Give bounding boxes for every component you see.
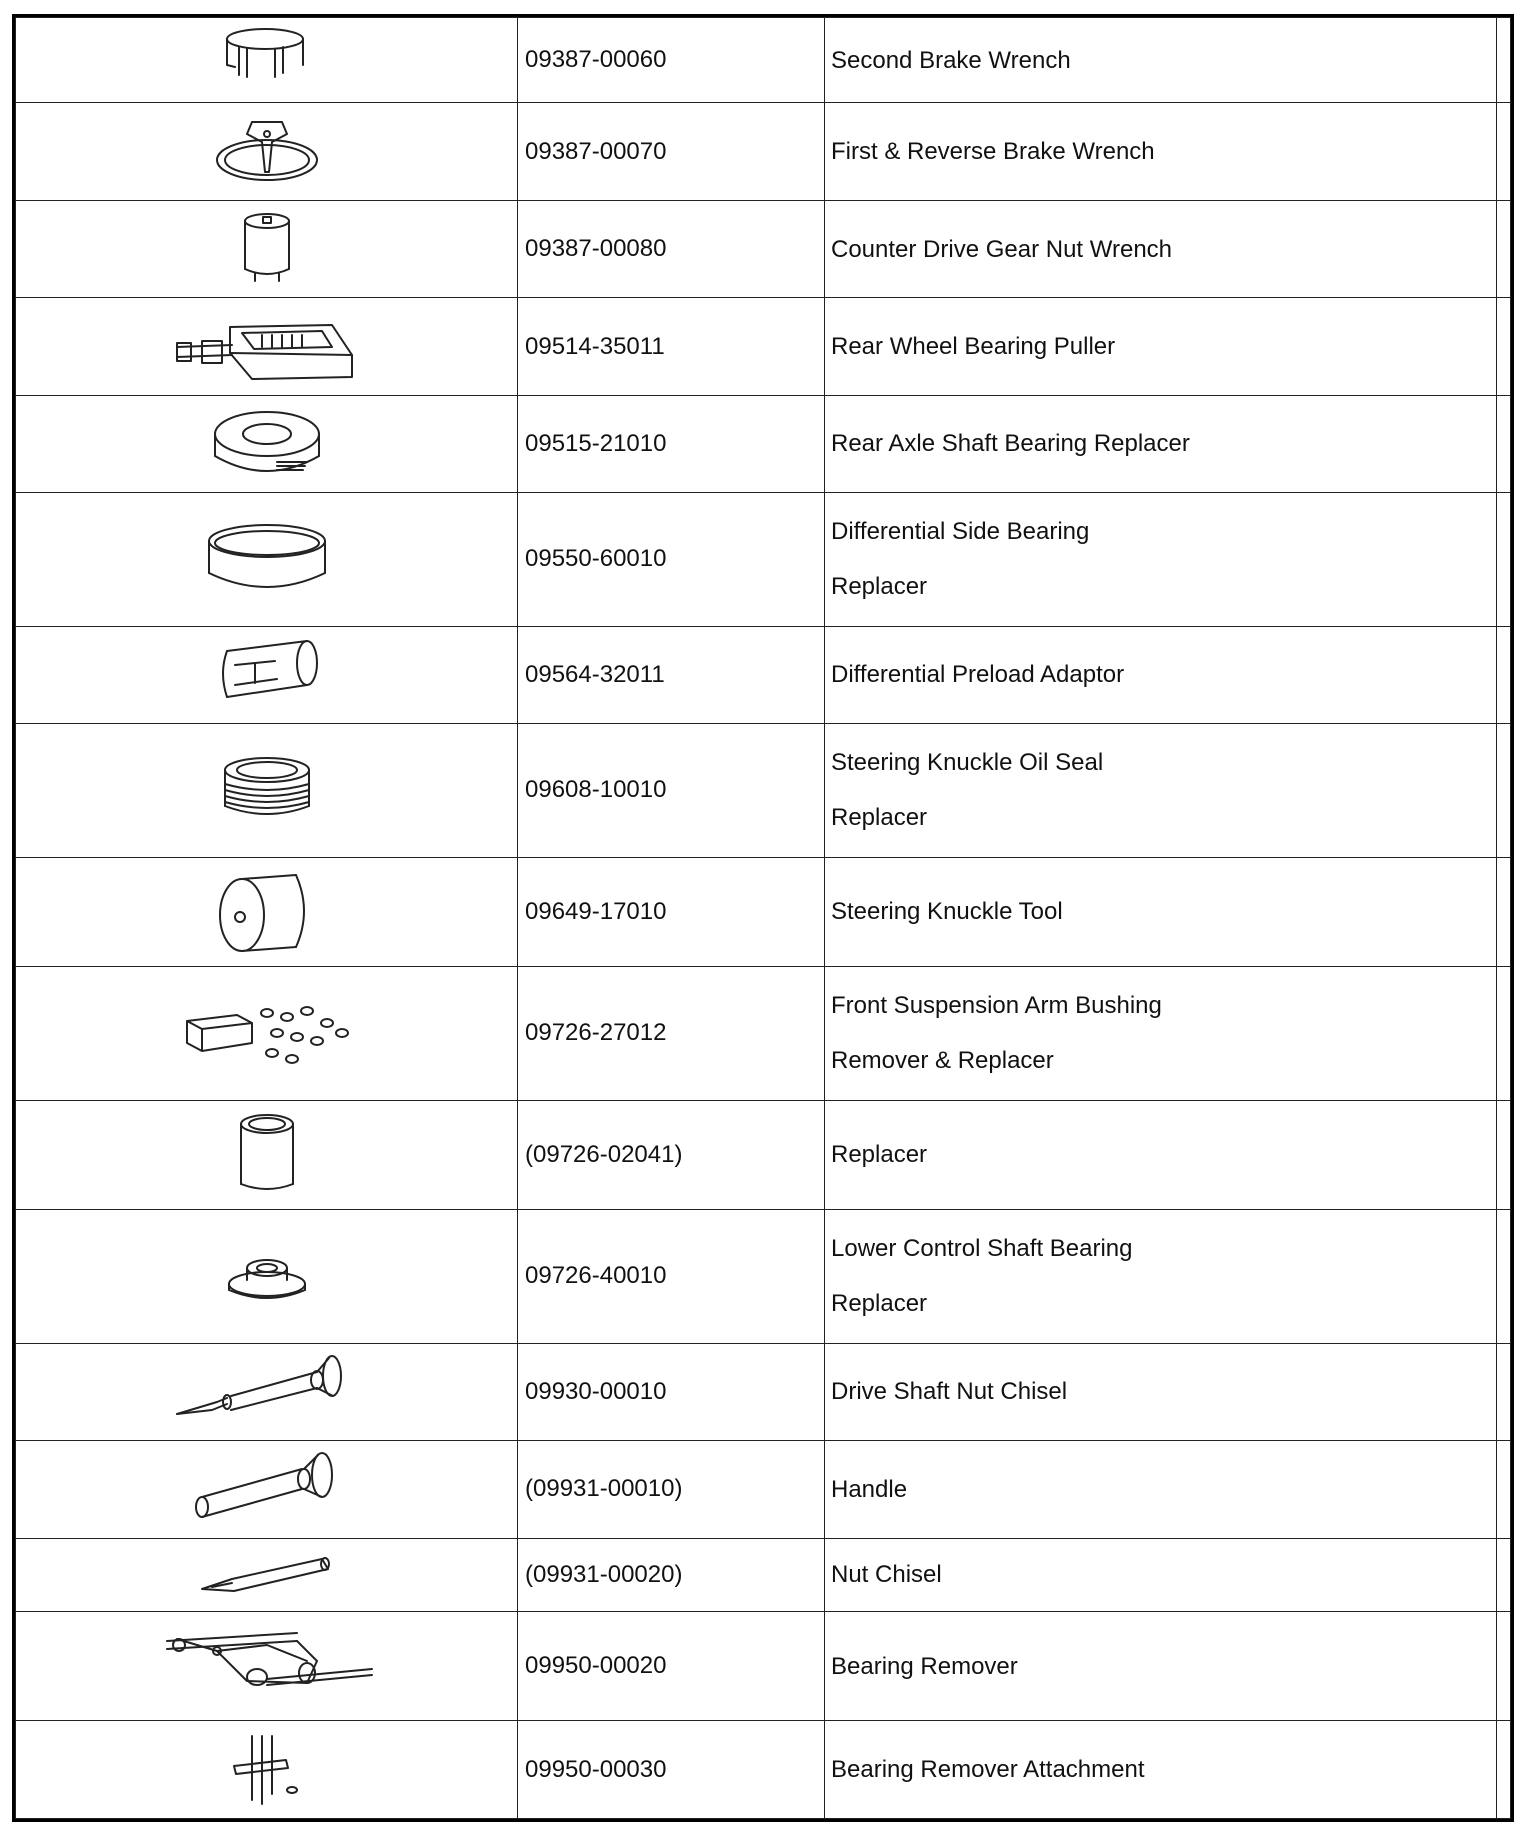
thick-ring-icon xyxy=(16,404,517,484)
tool-name-cell xyxy=(825,1100,1497,1209)
remarks-cell xyxy=(1497,1721,1511,1819)
tool-name-line: Lower Control Shaft Bearing xyxy=(831,1235,1133,1263)
tool-name-line: Steering Knuckle Oil Seal xyxy=(831,749,1104,777)
tool-illustration-cell xyxy=(16,103,518,200)
remarks-cell xyxy=(1497,1441,1511,1538)
tool-illustration-cell xyxy=(16,1721,518,1819)
flat-ring-icon xyxy=(16,519,517,599)
cap-wrench-icon xyxy=(16,25,517,95)
tool-row xyxy=(16,1343,1511,1440)
remarks-cell xyxy=(1497,18,1511,103)
tool-illustration-cell xyxy=(16,967,518,1101)
remarks-cell xyxy=(1497,1538,1511,1611)
remarks-cell xyxy=(1497,298,1511,395)
tool-name-line: Differential Preload Adaptor xyxy=(831,661,1125,689)
remarks-cell xyxy=(1497,967,1511,1101)
part-number: 09726-27012 xyxy=(518,967,825,1101)
tool-illustration-cell xyxy=(16,18,518,103)
tool-name-line: Handle xyxy=(831,1475,908,1503)
part-number: 09726-40010 xyxy=(518,1210,825,1344)
tool-name-line: Steering Knuckle Tool xyxy=(831,898,1063,926)
tool-row xyxy=(16,626,1511,723)
cylinder-icon xyxy=(16,867,517,957)
part-number: 09514-35011 xyxy=(518,298,825,395)
tool-name-cell xyxy=(825,1441,1497,1538)
part-number: 09930-00010 xyxy=(518,1343,825,1440)
tool-name-line: Bearing Remover Attachment xyxy=(831,1756,1145,1784)
tool-illustration-cell xyxy=(16,1441,518,1538)
part-number: 09515-21010 xyxy=(518,395,825,492)
tool-illustration-cell xyxy=(16,724,518,858)
tool-row xyxy=(16,103,1511,200)
tool-name-line: Replacer xyxy=(831,804,928,832)
part-number: 09950-00020 xyxy=(518,1611,825,1720)
tool-row xyxy=(16,857,1511,966)
tool-name-cell xyxy=(825,200,1497,297)
tool-name-line: Rear Wheel Bearing Puller xyxy=(831,333,1116,360)
tool-row xyxy=(16,1721,1511,1819)
tool-illustration-cell xyxy=(16,1611,518,1720)
tool-name-cell xyxy=(825,626,1497,723)
tool-name-cell xyxy=(825,103,1497,200)
special-tools-sheet xyxy=(12,14,1514,1822)
cup-icon xyxy=(16,1110,517,1200)
flanged-collar-icon xyxy=(16,1246,517,1306)
part-number: 09550-60010 xyxy=(518,493,825,627)
bushing-set-icon xyxy=(16,993,517,1073)
tool-name-line: First & Reverse Brake Wrench xyxy=(831,138,1155,166)
tool-name-cell xyxy=(825,967,1497,1101)
remarks-cell xyxy=(1497,1611,1511,1720)
part-number: (09931-00010) xyxy=(518,1441,825,1538)
tool-name-line: Front Suspension Arm Bushing xyxy=(831,992,1162,1020)
tool-name-cell xyxy=(825,395,1497,492)
tool-name-cell xyxy=(825,1538,1497,1611)
tool-row xyxy=(16,1100,1511,1209)
tool-illustration-cell xyxy=(16,1343,518,1440)
tool-row xyxy=(16,298,1511,395)
tool-illustration-cell xyxy=(16,1100,518,1209)
tool-row xyxy=(16,967,1511,1101)
tool-name-cell xyxy=(825,1721,1497,1819)
tool-row xyxy=(16,1538,1511,1611)
tool-illustration-cell xyxy=(16,298,518,395)
tool-name-cell xyxy=(825,1210,1497,1344)
chisel-assembly-icon xyxy=(16,1352,517,1432)
bearing-remover-icon xyxy=(16,1621,517,1711)
remarks-cell xyxy=(1497,724,1511,858)
tool-name-cell xyxy=(825,298,1497,395)
tool-name-line: Remover & Replacer xyxy=(831,1047,1054,1075)
tool-name-cell xyxy=(825,1611,1497,1720)
tool-illustration-cell xyxy=(16,857,518,966)
tool-name-line: Nut Chisel xyxy=(831,1561,942,1589)
tool-row xyxy=(16,200,1511,297)
part-number: 09608-10010 xyxy=(518,724,825,858)
puller-icon xyxy=(16,307,517,387)
part-number: 09564-32011 xyxy=(518,626,825,723)
part-number: 09387-00080 xyxy=(518,200,825,297)
remarks-cell xyxy=(1497,1210,1511,1344)
tool-name-line: Counter Drive Gear Nut Wrench xyxy=(831,235,1173,263)
tool-illustration-cell xyxy=(16,200,518,297)
tool-row xyxy=(16,1210,1511,1344)
tool-illustration-cell xyxy=(16,626,518,723)
tool-name-cell xyxy=(825,18,1497,103)
tool-row xyxy=(16,18,1511,103)
tool-illustration-cell xyxy=(16,1210,518,1344)
ring-wrench-icon xyxy=(16,112,517,192)
tool-illustration-cell xyxy=(16,493,518,627)
tool-name-cell xyxy=(825,493,1497,627)
tool-row xyxy=(16,1441,1511,1538)
tool-row xyxy=(16,724,1511,858)
tool-row xyxy=(16,493,1511,627)
tool-name-line: Differential Side Bearing xyxy=(831,518,1090,546)
split-sleeve-icon xyxy=(16,635,517,715)
chisel-icon xyxy=(16,1545,517,1605)
part-number: 09950-00030 xyxy=(518,1721,825,1819)
tool-name-line: Replacer xyxy=(831,1141,928,1169)
remarks-cell xyxy=(1497,200,1511,297)
tool-name-cell xyxy=(825,724,1497,858)
remarks-cell xyxy=(1497,857,1511,966)
attachment-icon xyxy=(16,1730,517,1810)
remarks-cell xyxy=(1497,395,1511,492)
tool-name-line: Second Brake Wrench xyxy=(831,46,1071,74)
part-number: 09649-17010 xyxy=(518,857,825,966)
tool-name-line: Drive Shaft Nut Chisel xyxy=(831,1378,1068,1406)
remarks-cell xyxy=(1497,493,1511,627)
tools-table xyxy=(15,17,1511,1819)
remarks-cell xyxy=(1497,1100,1511,1209)
tool-name-line: Rear Axle Shaft Bearing Replacer xyxy=(831,430,1190,458)
remarks-cell xyxy=(1497,626,1511,723)
tool-name-line: Replacer xyxy=(831,573,928,601)
tool-illustration-cell xyxy=(16,1538,518,1611)
tool-name-line: Replacer xyxy=(831,1290,928,1318)
handle-icon xyxy=(16,1449,517,1529)
socket-icon xyxy=(16,209,517,289)
tool-illustration-cell xyxy=(16,395,518,492)
remarks-cell xyxy=(1497,1343,1511,1440)
tool-row xyxy=(16,395,1511,492)
part-number: (09931-00020) xyxy=(518,1538,825,1611)
tool-name-line: Bearing Remover xyxy=(831,1652,1018,1680)
part-number: (09726-02041) xyxy=(518,1100,825,1209)
tool-name-cell xyxy=(825,1343,1497,1440)
tool-row xyxy=(16,1611,1511,1720)
remarks-cell xyxy=(1497,103,1511,200)
part-number: 09387-00070 xyxy=(518,103,825,200)
threaded-cup-icon xyxy=(16,750,517,830)
tool-name-cell xyxy=(825,857,1497,966)
part-number: 09387-00060 xyxy=(518,18,825,103)
